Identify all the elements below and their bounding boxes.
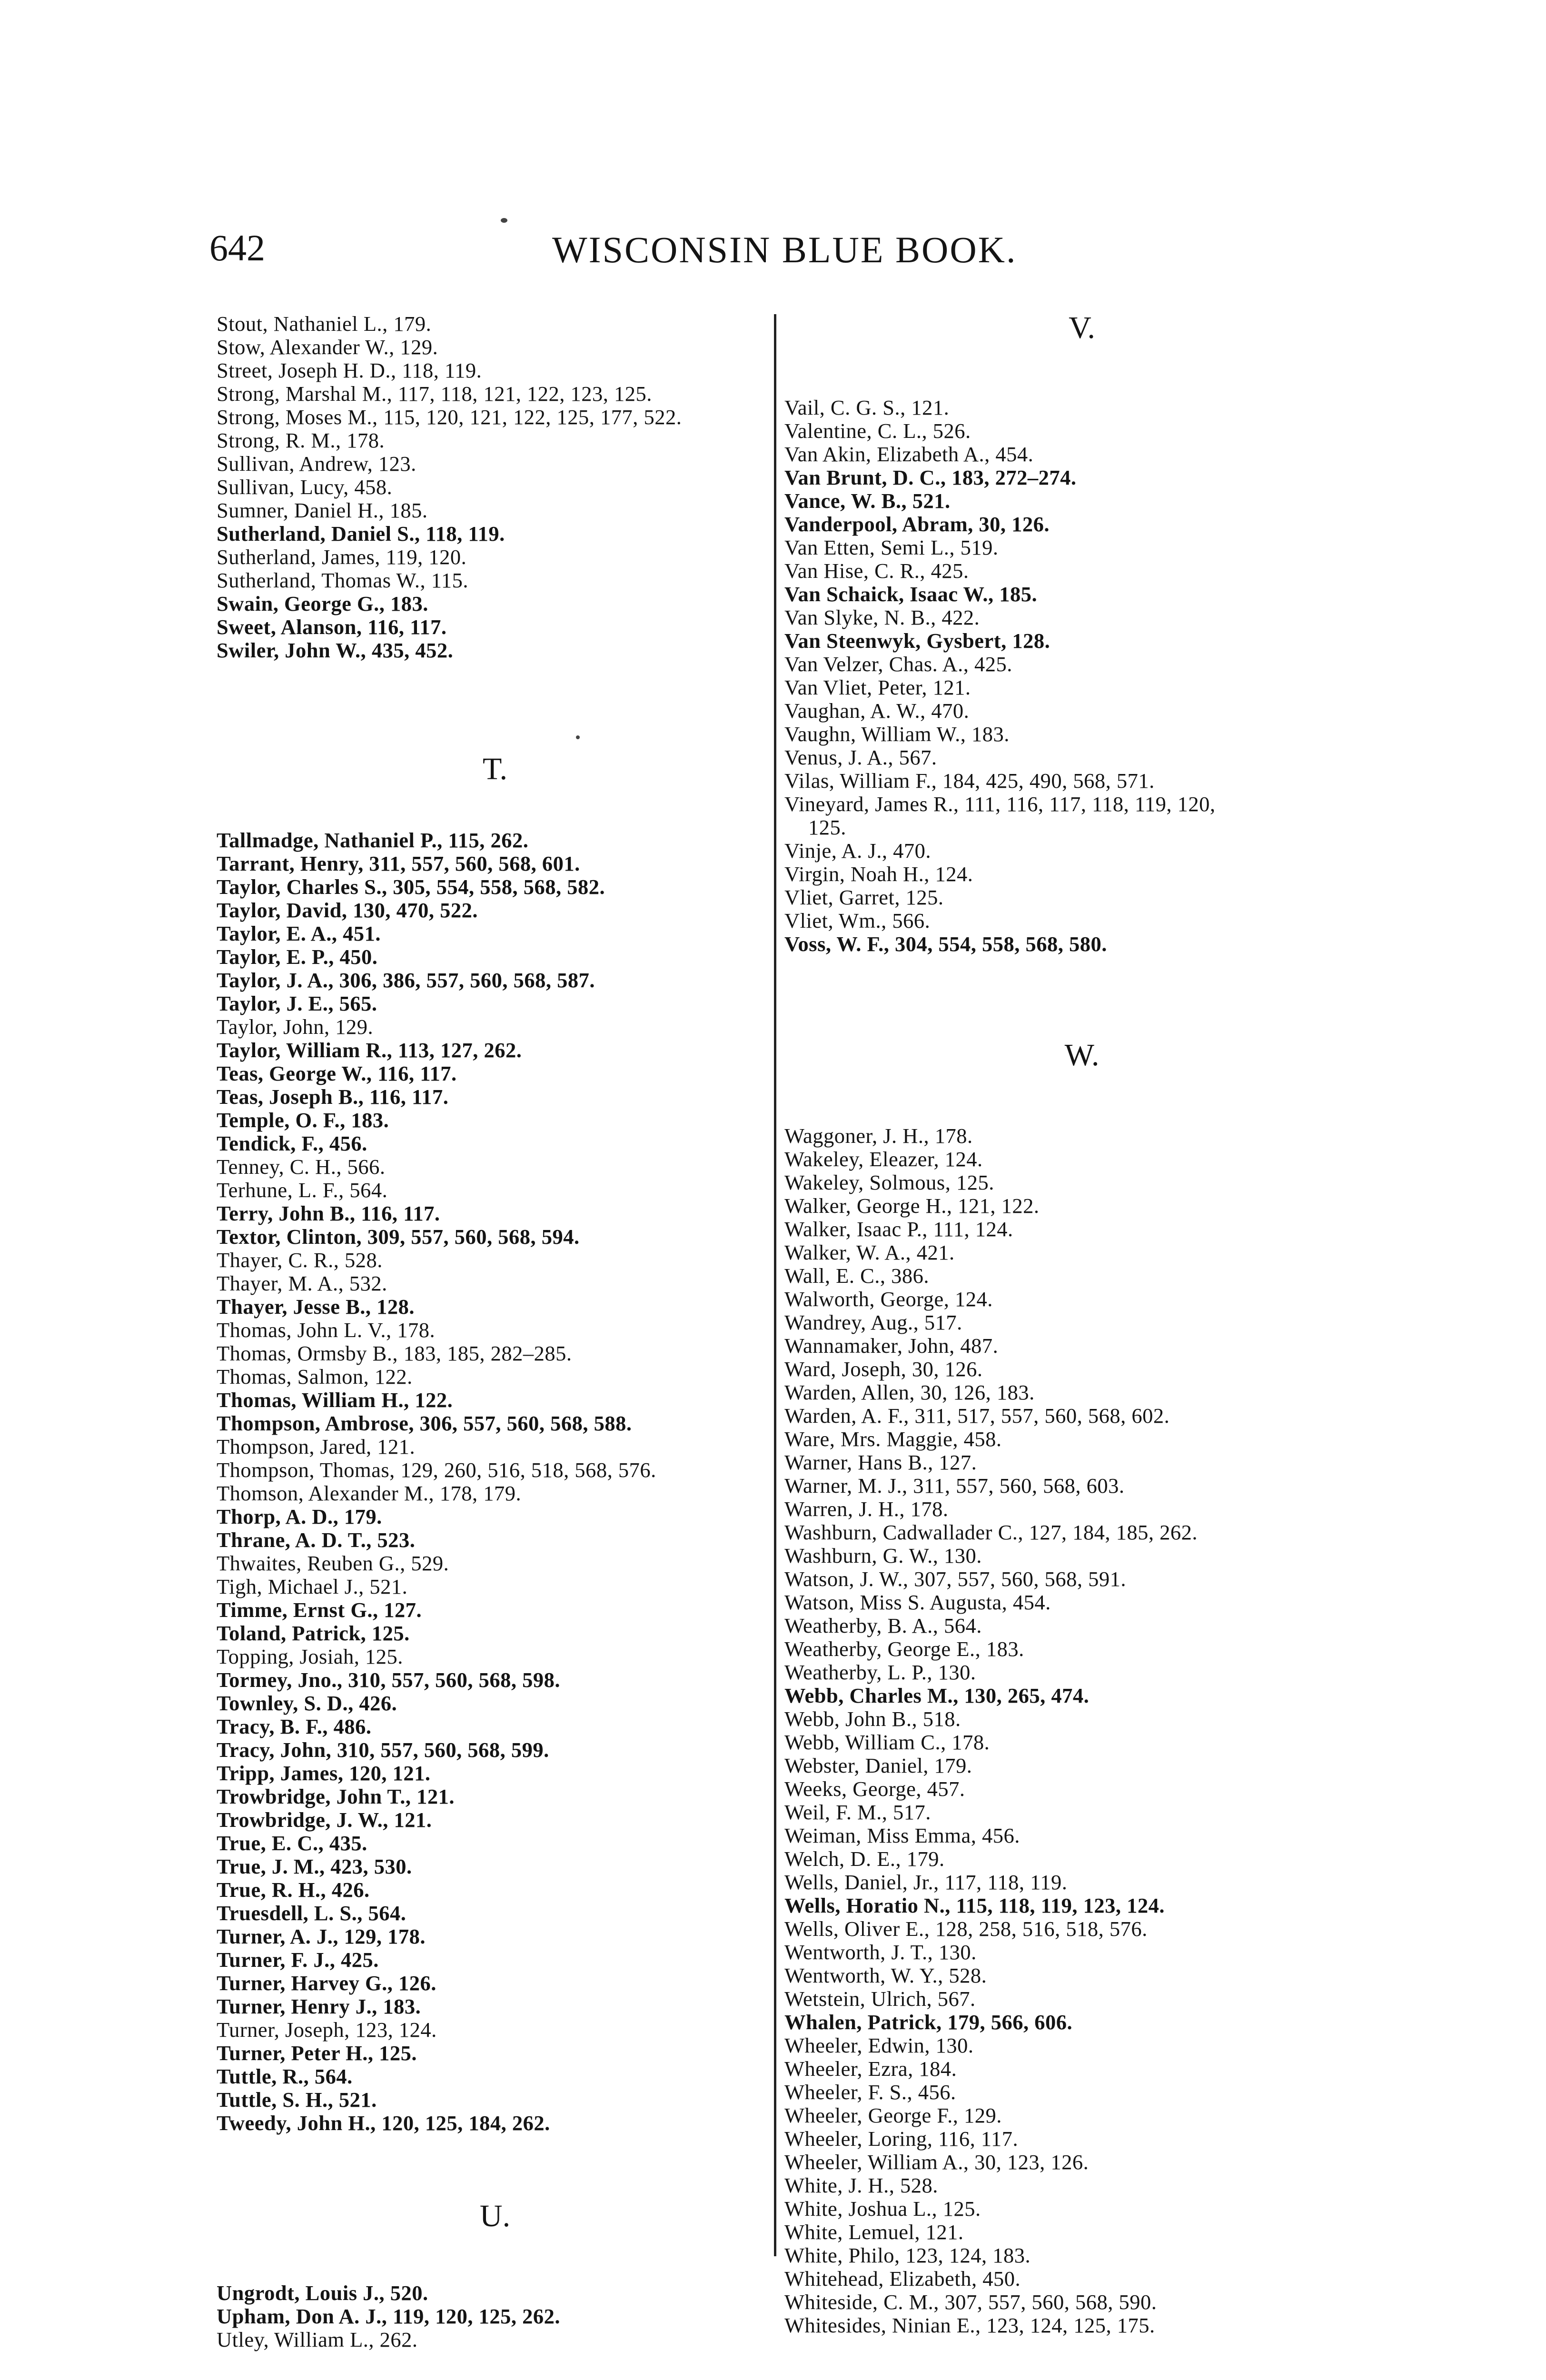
index-entry: Tuttle, S. H., 521. <box>217 2088 377 2112</box>
index-entry: Thompson, Ambrose, 306, 557, 560, 568, 588. <box>217 1411 632 1435</box>
index-entry: Ware, Mrs. Maggie, 458. <box>784 1427 1002 1451</box>
index-entry: Weatherby, George E., 183. <box>784 1637 1024 1661</box>
index-entry: Van Steenwyk, Gysbert, 128. <box>784 629 1050 653</box>
index-entry: Swain, George G., 183. <box>217 592 428 615</box>
index-entry: Weeks, George, 457. <box>784 1777 965 1801</box>
right-column <box>784 312 1379 2337</box>
index-entry: White, Joshua L., 125. <box>784 2197 981 2221</box>
index-entry: Valentine, C. L., 526. <box>784 419 971 443</box>
index-entry: Warren, J. H., 178. <box>784 1497 949 1521</box>
index-entry: Taylor, John, 129. <box>217 1015 374 1039</box>
index-entry: Wall, E. C., 386. <box>784 1264 930 1288</box>
index-entry: Walworth, George, 124. <box>784 1287 993 1311</box>
index-entry: Toland, Patrick, 125. <box>217 1621 410 1645</box>
index-entry: Wheeler, Edwin, 130. <box>784 2033 974 2057</box>
index-entry: Weatherby, L. P., 130. <box>784 1660 976 1684</box>
running-head: WISCONSIN BLUE BOOK. <box>552 229 1017 270</box>
index-entry: True, E. C., 435. <box>217 1831 367 1855</box>
index-entry: White, Lemuel, 121. <box>784 2220 964 2244</box>
index-entry: Thrane, A. D. T., 523. <box>217 1528 416 1552</box>
index-entry: Trowbridge, John T., 121. <box>217 1785 455 1808</box>
index-entry: Truesdell, L. S., 564. <box>217 1901 406 1925</box>
index-entry: Waggoner, J. H., 178. <box>784 1124 973 1148</box>
index-entry: Wandrey, Aug., 517. <box>784 1310 962 1334</box>
index-entry: Utley, William L., 262. <box>217 2328 418 2351</box>
index-entry: Wells, Oliver E., 128, 258, 516, 518, 576. <box>784 1917 1148 1941</box>
index-entry: Taylor, E. A., 451. <box>217 922 381 945</box>
index-entry: Tormey, Jno., 310, 557, 560, 568, 598. <box>217 1668 560 1692</box>
index-entry: Turner, Henry J., 183. <box>217 1994 421 2018</box>
index-entry: Walker, Isaac P., 111, 124. <box>784 1217 1013 1241</box>
index-entry: Weil, F. M., 517. <box>784 1800 931 1824</box>
index-entry: Thayer, Jesse B., 128. <box>217 1295 415 1319</box>
index-entry: Vaughn, William W., 183. <box>784 722 1010 746</box>
index-entry: Webb, John B., 518. <box>784 1707 961 1731</box>
v-entries-list <box>784 396 1379 793</box>
index-entry: Van Slyke, N. B., 422. <box>784 605 980 629</box>
index-entry: Trowbridge, J. W., 121. <box>217 1808 432 1832</box>
index-entry: Sullivan, Andrew, 123. <box>217 452 416 476</box>
index-entry: Thayer, C. R., 528. <box>217 1248 383 1272</box>
index-entry: Turner, Joseph, 123, 124. <box>217 2018 437 2042</box>
index-entry: Wells, Daniel, Jr., 117, 118, 119. <box>784 1870 1068 1894</box>
index-entry: Wheeler, F. S., 456. <box>784 2080 956 2104</box>
index-entry: Tripp, James, 120, 121. <box>217 1761 431 1785</box>
index-entry: Wannamaker, John, 487. <box>784 1334 999 1358</box>
index-entry: Voss, W. F., 304, 554, 558, 568, 580. <box>784 932 1107 956</box>
print-speck <box>501 218 507 223</box>
index-entry: Textor, Clinton, 309, 557, 560, 568, 594. <box>217 1225 580 1249</box>
index-entry: Van Schaick, Isaac W., 185. <box>784 582 1038 606</box>
index-entry: Tracy, John, 310, 557, 560, 568, 599. <box>217 1738 549 1762</box>
index-entry: Van Vliet, Peter, 121. <box>784 675 971 699</box>
index-entry: Townley, S. D., 426. <box>217 1691 397 1715</box>
index-entry: Warner, M. J., 311, 557, 560, 568, 603. <box>784 1474 1125 1497</box>
index-entry: Wetstein, Ulrich, 567. <box>784 1987 976 2011</box>
index-entry: Tendick, F., 456. <box>217 1131 367 1155</box>
index-entry: Warden, A. F., 311, 517, 557, 560, 568, 602. <box>784 1404 1170 1428</box>
index-entry: Tweedy, John H., 120, 125, 184, 262. <box>217 2111 550 2135</box>
index-entry: Wheeler, Ezra, 184. <box>784 2057 957 2081</box>
index-entry: Sullivan, Lucy, 458. <box>217 475 393 499</box>
index-entry: Turner, A. J., 129, 178. <box>217 1924 426 1948</box>
index-entry: Teas, George W., 116, 117. <box>217 1061 457 1085</box>
index-entry: White, J. H., 528. <box>784 2173 938 2197</box>
index-entry: Vliet, Garret, 125. <box>784 885 944 909</box>
section-heading-w: W. <box>1064 1038 1100 1072</box>
index-entry: Washburn, G. W., 130. <box>784 1544 982 1567</box>
index-entry: Wentworth, W. Y., 528. <box>784 1964 987 1987</box>
index-entry: Stout, Nathaniel L., 179. <box>217 312 432 336</box>
index-entry: Taylor, William R., 113, 127, 262. <box>217 1038 522 1062</box>
index-entry: True, J. M., 423, 530. <box>217 1854 412 1878</box>
index-entry: Terry, John B., 116, 117. <box>217 1201 440 1225</box>
index-entry: Taylor, Charles S., 305, 554, 558, 568, 582. <box>217 875 605 899</box>
index-entry: Teas, Joseph B., 116, 117. <box>217 1085 449 1109</box>
index-entry: Thayer, M. A., 532. <box>217 1271 387 1295</box>
index-entry: Sutherland, Daniel S., 118, 119. <box>217 522 505 545</box>
section-heading-v: V. <box>1069 310 1095 345</box>
index-entry: Wakeley, Solmous, 125. <box>784 1170 994 1194</box>
index-entry: Warner, Hans B., 127. <box>784 1450 977 1474</box>
index-entry: Whitehead, Elizabeth, 450. <box>784 2267 1021 2291</box>
index-entry: Thwaites, Reuben G., 529. <box>217 1551 449 1575</box>
index-entry: Vliet, Wm., 566. <box>784 909 931 932</box>
index-entry: Topping, Josiah, 125. <box>217 1645 403 1668</box>
index-entry: Strong, Moses M., 115, 120, 121, 122, 125, 177, 522. <box>217 405 682 429</box>
index-entry: Walker, W. A., 421. <box>784 1240 955 1264</box>
index-entry: Wheeler, Loring, 116, 117. <box>784 2127 1019 2151</box>
index-entry: Timme, Ernst G., 127. <box>217 1598 422 1622</box>
index-entry: Strong, R. M., 178. <box>217 428 385 452</box>
index-entry: Tuttle, R., 564. <box>217 2064 353 2088</box>
index-entry: Thomas, Ormsby B., 183, 185, 282–285. <box>217 1341 572 1365</box>
index-entry: Webster, Daniel, 179. <box>784 1754 972 1777</box>
index-entry: White, Philo, 123, 124, 183. <box>784 2243 1031 2267</box>
index-entry: Weiman, Miss Emma, 456. <box>784 1824 1020 1847</box>
index-entry: Strong, Marshal M., 117, 118, 121, 122, 123, 125. <box>217 382 652 406</box>
index-entry: Street, Joseph H. D., 118, 119. <box>217 358 482 382</box>
section-heading-t: T. <box>483 752 507 786</box>
index-entry: Turner, Peter H., 125. <box>217 2041 417 2065</box>
index-entry: Wentworth, J. T., 130. <box>784 1940 977 1964</box>
index-entry-wrapped-line1: Vineyard, James R., 111, 116, 117, 118, 119, 120, <box>784 792 1216 816</box>
index-entry: Swiler, John W., 435, 452. <box>217 638 454 662</box>
index-entry: Sutherland, Thomas W., 115. <box>217 568 468 592</box>
index-entry: Vail, C. G. S., 121. <box>784 396 950 419</box>
index-entry: Welch, D. E., 179. <box>784 1847 945 1871</box>
index-entry: Vaughan, A. W., 470. <box>784 699 970 723</box>
index-entry: Wheeler, George F., 129. <box>784 2103 1002 2127</box>
index-entry: Tallmadge, Nathaniel P., 115, 262. <box>217 828 529 852</box>
index-entry: Whiteside, C. M., 307, 557, 560, 568, 590. <box>784 2290 1157 2314</box>
page-number: 642 <box>209 227 265 268</box>
index-entry: Wheeler, William A., 30, 123, 126. <box>784 2150 1089 2174</box>
index-entry: Upham, Don A. J., 119, 120, 125, 262. <box>217 2304 560 2328</box>
index-entry: Ward, Joseph, 30, 126. <box>784 1357 983 1381</box>
index-entry: Tracy, B. F., 486. <box>217 1715 372 1738</box>
index-entry: Webb, Charles M., 130, 265, 474. <box>784 1684 1090 1707</box>
index-entry: Thompson, Thomas, 129, 260, 516, 518, 568, 576. <box>217 1458 656 1482</box>
index-entry: Wakeley, Eleazer, 124. <box>784 1147 983 1171</box>
index-entry: Taylor, J. E., 565. <box>217 992 377 1015</box>
index-entry: Virgin, Noah H., 124. <box>784 862 973 886</box>
index-entry: Vinje, A. J., 470. <box>784 839 931 863</box>
index-entry: Watson, J. W., 307, 557, 560, 568, 591. <box>784 1567 1127 1591</box>
u-entries-list <box>217 2281 773 2351</box>
w-entries-list <box>784 1124 1379 2337</box>
section-heading-u: U. <box>479 2199 511 2233</box>
index-entry: Van Etten, Semi L., 519. <box>784 536 999 559</box>
index-entry: Temple, O. F., 183. <box>217 1108 389 1132</box>
index-entry: Van Akin, Elizabeth A., 454. <box>784 442 1034 466</box>
index-entry: Sutherland, James, 119, 120. <box>217 545 467 569</box>
index-entry: Turner, Harvey G., 126. <box>217 1971 436 1995</box>
index-entry: Walker, George H., 121, 122. <box>784 1194 1040 1218</box>
index-entry: Thompson, Jared, 121. <box>217 1435 416 1458</box>
index-entry: Vilas, William F., 184, 425, 490, 568, 571. <box>784 769 1155 793</box>
index-entry: Webb, William C., 178. <box>784 1730 990 1754</box>
index-entry-wrapped <box>784 793 1379 839</box>
index-entry: Vance, W. B., 521. <box>784 489 951 513</box>
column-divider <box>774 314 776 2256</box>
index-entry: Thomas, Salmon, 122. <box>217 1365 413 1388</box>
index-entry: Wells, Horatio N., 115, 118, 119, 123, 124. <box>784 1894 1165 1917</box>
index-entry: Whalen, Patrick, 179, 566, 606. <box>784 2010 1073 2034</box>
index-entry: Van Hise, C. R., 425. <box>784 559 969 583</box>
index-entry: Thomas, William H., 122. <box>217 1388 453 1412</box>
left-column <box>217 312 773 2351</box>
index-entry: Taylor, David, 130, 470, 522. <box>217 898 478 922</box>
index-entry: Whitesides, Ninian E., 123, 124, 125, 175. <box>784 2313 1155 2337</box>
index-entry: Van Brunt, D. C., 183, 272–274. <box>784 466 1077 489</box>
v-entries-after-list <box>784 839 1379 956</box>
index-entry: Sumner, Daniel H., 185. <box>217 498 428 522</box>
index-entry: Warden, Allen, 30, 126, 183. <box>784 1380 1035 1404</box>
index-entry: Tarrant, Henry, 311, 557, 560, 568, 601. <box>217 852 580 875</box>
index-entry: Tenney, C. H., 566. <box>217 1155 386 1179</box>
index-entry: Turner, F. J., 425. <box>217 1948 379 1972</box>
index-entry: Weatherby, B. A., 564. <box>784 1614 982 1637</box>
index-entry-wrapped-line2: 125. <box>808 815 846 839</box>
t-entries-list <box>217 829 773 2135</box>
index-entry: Thomson, Alexander M., 178, 179. <box>217 1481 522 1505</box>
index-entry: Thomas, John L. V., 178. <box>217 1318 436 1342</box>
index-entry: Vanderpool, Abram, 30, 126. <box>784 512 1050 536</box>
index-entry: Stow, Alexander W., 129. <box>217 335 438 359</box>
index-entry: Watson, Miss S. Augusta, 454. <box>784 1590 1051 1614</box>
index-entry: Venus, J. A., 567. <box>784 745 937 769</box>
print-speck <box>576 735 580 739</box>
s-entries-list <box>217 312 773 662</box>
index-entry: True, R. H., 426. <box>217 1878 370 1902</box>
index-entry: Ungrodt, Louis J., 520. <box>217 2281 428 2305</box>
index-entry: Van Velzer, Chas. A., 425. <box>784 652 1012 676</box>
index-entry: Tigh, Michael J., 521. <box>217 1575 408 1598</box>
index-entry: Thorp, A. D., 179. <box>217 1505 382 1528</box>
index-entry: Terhune, L. F., 564. <box>217 1178 388 1202</box>
index-entry: Taylor, E. P., 450. <box>217 945 378 969</box>
index-entry: Washburn, Cadwallader C., 127, 184, 185, 262. <box>784 1520 1198 1544</box>
index-entry: Taylor, J. A., 306, 386, 557, 560, 568, 587. <box>217 968 595 992</box>
index-entry: Sweet, Alanson, 116, 117. <box>217 615 447 639</box>
